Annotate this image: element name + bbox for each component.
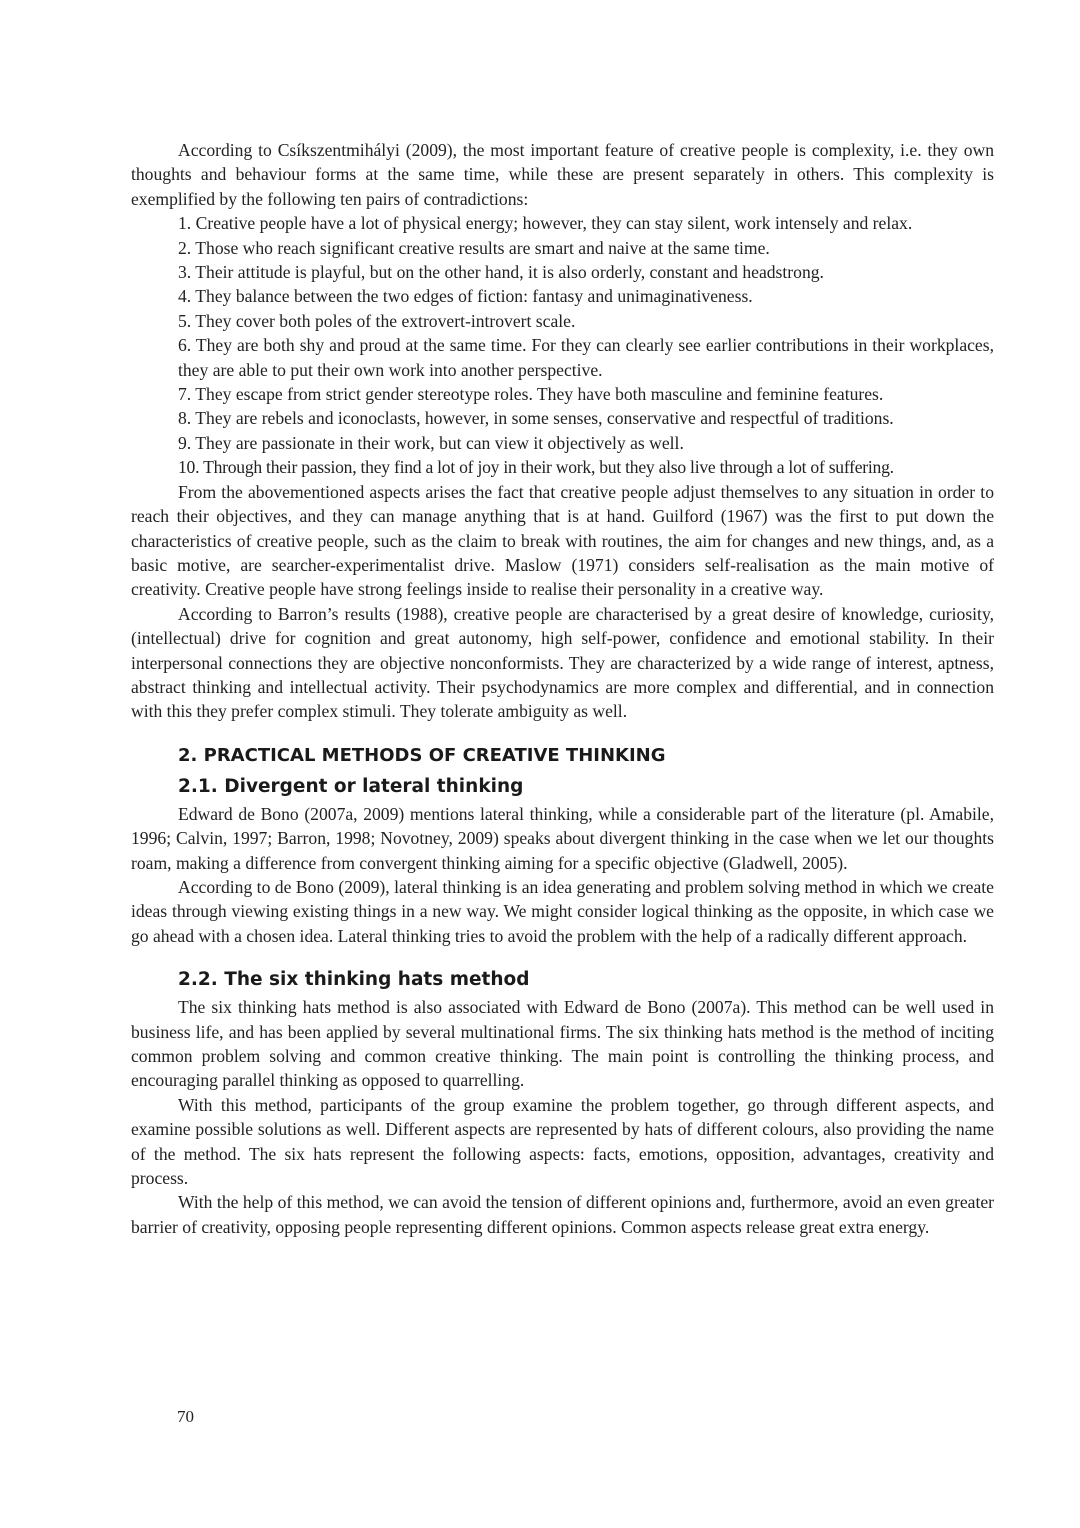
paragraph-lateral-literature: Edward de Bono (2007a, 2009) mentions lateral thinking, while a considerable part of the literature (pl. Amabile, 1996; Calvin, 1997; Barron, 1998; Novotney, 2009) speaks about divergent thinking in the case when we let our thoughts roam, making a difference from convergent thinking aiming for a specific objective (Gladwell, 2005). <box>131 803 994 873</box>
page-number: 70 <box>177 1407 194 1426</box>
paragraph-abovementioned: From the abovementioned aspects arises the fact that creative people adjust themselves to any situation in order to reach their objectives, and they can manage anything that is at hand. Guilford (1967) was the first to put down the characteristics of creative people, such as the claim to break with routines, the aim for changes and new things, and, as a basic motive, are searcher-experimentalist drive. Maslow (1971) considers self-realisation as the main motive of creativity. Creative people have strong feelings inside to realise their personality in a creative way. <box>131 481 994 600</box>
intro-paragraph: According to Csíkszentmihályi (2009), the most important feature of creative people is complexity, i.e. they own thoughts and behaviour forms at the same time, while these are present separately in others. This complexity is exemplified by the following ten pairs of contradictions: <box>131 140 994 209</box>
paragraph-six-hats-method: With this method, participants of the group examine the problem together, go through different aspects, and examine possible solutions as well. Different aspects are represented by hats of different colours, also providing the name of the method. The six hats represent the following aspects: facts, emotions, opposition, advantages, creativity and process. <box>131 1094 994 1189</box>
list-item: 7. They escape from strict gender stereotype roles. They have both masculine and feminine features. <box>178 384 884 405</box>
list-item: 5. They cover both poles of the extrovert-introvert scale. <box>178 310 576 331</box>
list-item: 1. Creative people have a lot of physical energy; however, they can stay silent, work intensely and relax. <box>178 213 913 234</box>
contradictions-list <box>131 211 994 479</box>
section-heading: 2. PRACTICAL METHODS OF CREATIVE THINKING <box>178 744 666 766</box>
list-item: 8. They are rebels and iconoclasts, however, in some senses, conservative and respectful of traditions. <box>178 408 894 429</box>
list-item: 6. They are both shy and proud at the same time. For they can clearly see earlier contributions in their workplaces, they are able to put their own work into another perspective. <box>178 335 994 380</box>
subsection-heading-six-hats: 2.2. The six thinking hats method <box>178 969 530 991</box>
list-item: 3. Their attitude is playful, but on the other hand, it is also orderly, constant and headstrong. <box>178 262 824 283</box>
paragraph-barron: According to Barron’s results (1988), creative people are characterised by a great desire of knowledge, curiosity, (intellectual) drive for cognition and great autonomy, high self-power, confidence and emotional stability. In their interpersonal connections they are objective nonconformists. They are characterized by a wide range of interest, aptness, abstract thinking and intellectual activity. Their psychodynamics are more complex and differential, and in connection with this they prefer complex stimuli. They tolerate ambiguity as well. <box>131 603 994 722</box>
paragraph-six-hats-benefit: With the help of this method, we can avoid the tension of different opinions and, furthermore, avoid an even greater barrier of creativity, opposing people representing different opinions. Common aspects release great extra energy. <box>131 1192 994 1237</box>
list-item: 2. Those who reach significant creative results are smart and naive at the same time. <box>178 237 770 258</box>
subsection-heading-divergent: 2.1. Divergent or lateral thinking <box>178 775 524 797</box>
page-content <box>131 138 994 1239</box>
paragraph-six-hats-intro: The six thinking hats method is also associated with Edward de Bono (2007a). This method can be well used in business life, and has been applied by several multinational firms. The six thinking hats method is the method of inciting common problem solving and common creative thinking. The main point is controlling the thinking process, and encouraging parallel thinking as opposed to quarrelling. <box>131 997 994 1091</box>
paragraph-lateral-definition: According to de Bono (2009), lateral thinking is an idea generating and problem solving method in which we create ideas through viewing existing things in a new way. We might consider logical thinking as the opposite, in which case we go ahead with a chosen idea. Lateral thinking tries to avoid the problem with the help of a radically different approach. <box>131 876 994 946</box>
list-item: 10. Through their passion, they find a lot of joy in their work, but they also live through a lot of suffering. <box>178 457 894 478</box>
list-item: 4. They balance between the two edges of fiction: fantasy and unimaginativeness. <box>178 286 753 307</box>
list-item: 9. They are passionate in their work, but can view it objectively as well. <box>178 432 684 453</box>
